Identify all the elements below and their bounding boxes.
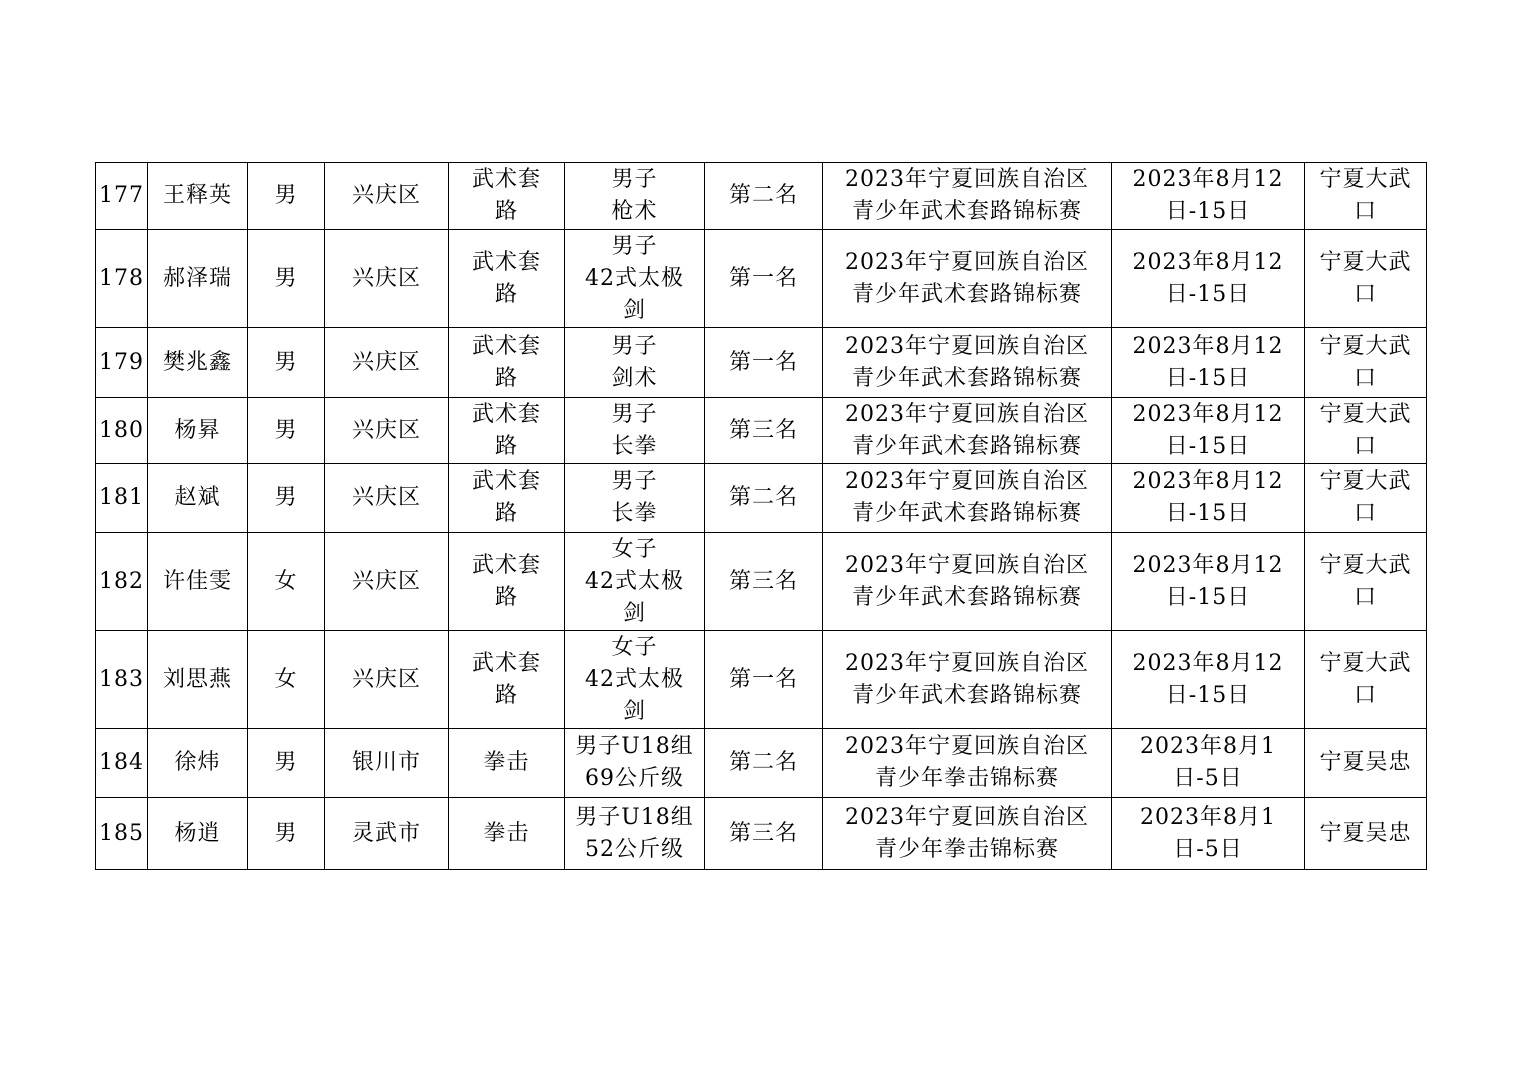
cell-event: [565, 631, 705, 729]
cell-event-line: 42式太极: [585, 666, 684, 692]
cell-event: [565, 163, 705, 230]
cell-event-line: 男子U18组: [575, 804, 694, 830]
cell-competition-line: 2023年宁夏回族自治区: [845, 167, 1089, 192]
cell-venue-line: 口: [1353, 584, 1377, 610]
cell-gender: 男: [248, 798, 325, 870]
cell-competition-line: 2023年宁夏回族自治区: [845, 401, 1089, 427]
cell-number: 180: [96, 398, 148, 464]
cell-sport-line: 路: [494, 199, 518, 224]
cell-event-line: 男子: [611, 469, 658, 494]
cell-date: [1112, 398, 1305, 464]
cell-venue-line: 口: [1353, 281, 1377, 307]
cell-date-line: 2023年8月12: [1132, 333, 1284, 359]
cell-number: 179: [96, 328, 148, 398]
cell-venue-line: 口: [1353, 433, 1377, 459]
cell-gender: 男: [248, 163, 325, 230]
table-row: [96, 230, 1427, 328]
cell-competition: [823, 798, 1112, 870]
table-row: [96, 163, 1427, 230]
cell-date-line: 2023年8月12: [1132, 650, 1284, 676]
cell-sport-line: 武术套: [471, 167, 541, 192]
cell-competition: [823, 729, 1112, 798]
cell-event-line: 枪术: [611, 199, 658, 224]
cell-venue: [1305, 464, 1427, 533]
cell-date-line: 2023年8月12: [1132, 249, 1284, 275]
cell-sport-line: 路: [494, 365, 518, 391]
cell-rank: 第三名: [705, 398, 823, 464]
cell-event: [565, 533, 705, 631]
table-body: [96, 163, 1427, 870]
cell-sport-line: 路: [494, 281, 518, 307]
cell-date-line: 日-15日: [1165, 501, 1251, 526]
cell-event-line: 男子: [611, 167, 658, 192]
cell-gender: 女: [248, 533, 325, 631]
cell-competition-line: 青少年武术套路锦标赛: [851, 584, 1082, 610]
cell-name: 郝泽瑞: [148, 230, 248, 328]
cell-date-line: 2023年8月12: [1132, 469, 1284, 494]
cell-competition-line: 2023年宁夏回族自治区: [845, 333, 1089, 359]
cell-sport-line: 路: [494, 584, 518, 610]
cell-sport-line: 拳击: [483, 750, 530, 775]
cell-region: 灵武市: [325, 798, 449, 870]
cell-sport-line: 武术套: [471, 650, 541, 676]
cell-competition-line: 青少年拳击锦标赛: [874, 766, 1059, 791]
cell-rank: 第一名: [705, 631, 823, 729]
cell-event: [565, 328, 705, 398]
cell-name: 许佳雯: [148, 533, 248, 631]
cell-number: 185: [96, 798, 148, 870]
cell-rank: 第二名: [705, 163, 823, 230]
cell-gender: 男: [248, 398, 325, 464]
cell-date: [1112, 163, 1305, 230]
cell-event-line: 剑术: [611, 365, 658, 391]
cell-gender: 女: [248, 631, 325, 729]
cell-event-line: 42式太极: [585, 265, 684, 291]
table-row: [96, 729, 1427, 798]
cell-date-line: 日-15日: [1165, 682, 1251, 708]
cell-name: 王释英: [148, 163, 248, 230]
cell-sport: [449, 398, 565, 464]
cell-sport-line: 路: [494, 433, 518, 459]
cell-name: 赵斌: [148, 464, 248, 533]
cell-date-line: 日-15日: [1165, 199, 1251, 224]
cell-number: 182: [96, 533, 148, 631]
cell-competition-line: 2023年宁夏回族自治区: [845, 249, 1089, 275]
cell-competition-line: 青少年武术套路锦标赛: [851, 365, 1082, 391]
cell-event-line: 剑: [622, 600, 646, 626]
cell-venue-line: 宁夏吴忠: [1319, 820, 1412, 846]
cell-competition-line: 青少年拳击锦标赛: [874, 836, 1059, 862]
cell-competition: [823, 328, 1112, 398]
cell-venue-line: 宁夏大武: [1319, 552, 1412, 578]
cell-sport: [449, 464, 565, 533]
cell-number: 184: [96, 729, 148, 798]
cell-event: [565, 729, 705, 798]
cell-event-line: 长拳: [611, 501, 658, 526]
cell-event: [565, 230, 705, 328]
cell-date-line: 2023年8月12: [1132, 167, 1284, 192]
cell-competition: [823, 631, 1112, 729]
cell-event-line: 剑: [622, 698, 646, 724]
cell-venue-line: 宁夏大武: [1319, 650, 1412, 676]
cell-venue: [1305, 533, 1427, 631]
cell-competition: [823, 533, 1112, 631]
cell-venue-line: 宁夏大武: [1319, 333, 1412, 359]
cell-gender: 男: [248, 464, 325, 533]
cell-region: 兴庆区: [325, 328, 449, 398]
cell-competition-line: 青少年武术套路锦标赛: [851, 682, 1082, 708]
cell-number: 181: [96, 464, 148, 533]
cell-venue: [1305, 398, 1427, 464]
cell-venue-line: 口: [1353, 365, 1377, 391]
cell-event-line: 男子: [611, 401, 658, 427]
cell-date: [1112, 631, 1305, 729]
cell-competition: [823, 163, 1112, 230]
cell-date-line: 2023年8月1: [1140, 804, 1276, 830]
cell-venue: [1305, 163, 1427, 230]
cell-event: [565, 398, 705, 464]
cell-event-line: 42式太极: [585, 568, 684, 594]
cell-rank: 第二名: [705, 464, 823, 533]
cell-event: [565, 798, 705, 870]
cell-date-line: 2023年8月1: [1140, 734, 1276, 759]
cell-date: [1112, 328, 1305, 398]
cell-sport: [449, 798, 565, 870]
cell-sport-line: 武术套: [471, 552, 541, 578]
cell-date-line: 2023年8月12: [1132, 401, 1284, 427]
cell-date: [1112, 798, 1305, 870]
cell-name: 刘思燕: [148, 631, 248, 729]
cell-sport-line: 武术套: [471, 333, 541, 359]
cell-number: 183: [96, 631, 148, 729]
cell-date-line: 日-5日: [1173, 766, 1243, 791]
cell-name: 徐炜: [148, 729, 248, 798]
cell-competition-line: 2023年宁夏回族自治区: [845, 734, 1089, 759]
cell-competition-line: 2023年宁夏回族自治区: [845, 804, 1089, 830]
cell-venue-line: 口: [1353, 682, 1377, 708]
cell-event-line: 长拳: [611, 433, 658, 459]
cell-number: 178: [96, 230, 148, 328]
cell-gender: 男: [248, 230, 325, 328]
cell-sport: [449, 230, 565, 328]
cell-region: 兴庆区: [325, 533, 449, 631]
cell-date: [1112, 464, 1305, 533]
cell-region: 兴庆区: [325, 230, 449, 328]
cell-date: [1112, 230, 1305, 328]
cell-name: 樊兆鑫: [148, 328, 248, 398]
cell-event-line: 女子: [611, 634, 658, 660]
cell-gender: 男: [248, 729, 325, 798]
cell-name: 杨逍: [148, 798, 248, 870]
cell-venue: [1305, 631, 1427, 729]
cell-rank: 第三名: [705, 533, 823, 631]
cell-event-line: 剑: [622, 297, 646, 323]
cell-sport: [449, 163, 565, 230]
cell-region: 兴庆区: [325, 398, 449, 464]
cell-rank: 第一名: [705, 328, 823, 398]
table-row: [96, 798, 1427, 870]
cell-venue-line: 口: [1353, 199, 1377, 224]
cell-venue-line: 宁夏大武: [1319, 249, 1412, 275]
cell-date-line: 日-5日: [1173, 836, 1243, 862]
cell-sport: [449, 533, 565, 631]
cell-date-line: 日-15日: [1165, 584, 1251, 610]
cell-event-line: 女子: [611, 536, 658, 562]
cell-competition-line: 青少年武术套路锦标赛: [851, 281, 1082, 307]
cell-venue-line: 宁夏大武: [1319, 401, 1412, 427]
cell-venue-line: 宁夏大武: [1319, 469, 1412, 494]
cell-date-line: 2023年8月12: [1132, 552, 1284, 578]
cell-sport: [449, 729, 565, 798]
cell-competition: [823, 230, 1112, 328]
table-row: [96, 398, 1427, 464]
cell-region: 兴庆区: [325, 631, 449, 729]
cell-venue-line: 口: [1353, 501, 1377, 526]
awards-table: [95, 162, 1427, 870]
cell-venue: [1305, 328, 1427, 398]
cell-venue-line: 宁夏大武: [1319, 167, 1412, 192]
cell-date: [1112, 533, 1305, 631]
cell-sport-line: 武术套: [471, 249, 541, 275]
cell-venue: [1305, 230, 1427, 328]
cell-event: [565, 464, 705, 533]
cell-rank: 第二名: [705, 729, 823, 798]
cell-competition: [823, 398, 1112, 464]
table-row: [96, 533, 1427, 631]
cell-competition-line: 2023年宁夏回族自治区: [845, 469, 1089, 494]
cell-region: 兴庆区: [325, 163, 449, 230]
cell-event-line: 52公斤级: [585, 836, 684, 862]
cell-event-line: 69公斤级: [585, 766, 684, 791]
cell-competition-line: 2023年宁夏回族自治区: [845, 650, 1089, 676]
table-row: [96, 631, 1427, 729]
cell-sport-line: 武术套: [471, 469, 541, 494]
cell-sport-line: 路: [494, 682, 518, 708]
cell-rank: 第三名: [705, 798, 823, 870]
cell-sport: [449, 328, 565, 398]
cell-competition-line: 青少年武术套路锦标赛: [851, 501, 1082, 526]
cell-venue: [1305, 798, 1427, 870]
cell-number: 177: [96, 163, 148, 230]
cell-competition-line: 青少年武术套路锦标赛: [851, 433, 1082, 459]
cell-date-line: 日-15日: [1165, 281, 1251, 307]
cell-name: 杨昪: [148, 398, 248, 464]
cell-region: 银川市: [325, 729, 449, 798]
table-row: [96, 464, 1427, 533]
cell-event-line: 男子U18组: [575, 734, 694, 759]
cell-sport-line: 拳击: [483, 820, 530, 846]
cell-event-line: 男子: [611, 233, 658, 259]
cell-sport-line: 武术套: [471, 401, 541, 427]
cell-event-line: 男子: [611, 333, 658, 359]
cell-gender: 男: [248, 328, 325, 398]
cell-venue-line: 宁夏吴忠: [1319, 750, 1412, 775]
cell-sport-line: 路: [494, 501, 518, 526]
cell-venue: [1305, 729, 1427, 798]
cell-date: [1112, 729, 1305, 798]
cell-date-line: 日-15日: [1165, 365, 1251, 391]
cell-region: 兴庆区: [325, 464, 449, 533]
table-row: [96, 328, 1427, 398]
cell-competition: [823, 464, 1112, 533]
cell-competition-line: 青少年武术套路锦标赛: [851, 199, 1082, 224]
cell-rank: 第一名: [705, 230, 823, 328]
cell-competition-line: 2023年宁夏回族自治区: [845, 552, 1089, 578]
cell-date-line: 日-15日: [1165, 433, 1251, 459]
cell-sport: [449, 631, 565, 729]
